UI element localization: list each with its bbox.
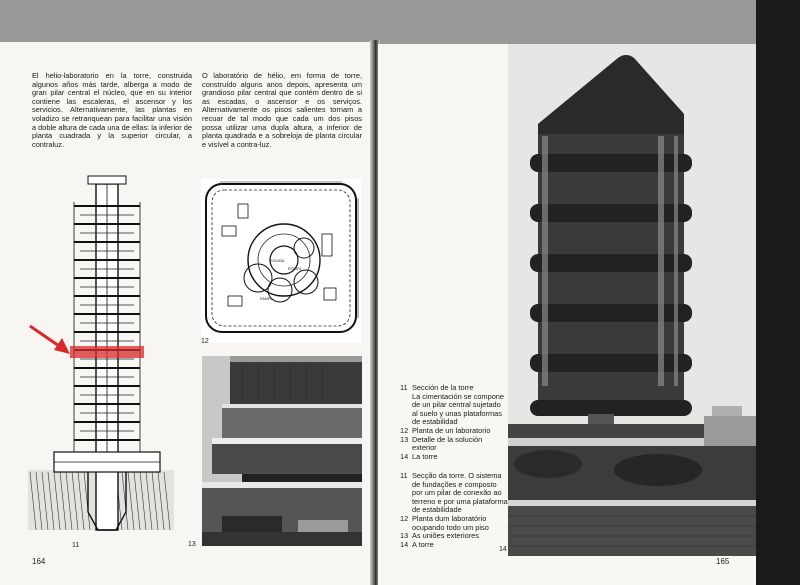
figure-number-14: 14 (499, 546, 507, 553)
red-arrow-icon (30, 326, 70, 354)
caption-item: 12 Planta de un laboratorio (400, 425, 491, 435)
page-number-left: 164 (32, 557, 46, 566)
laboratory-floor-plan (200, 178, 362, 344)
caption-item: 12 Planta dum laboratório ocupando todo um piso (400, 513, 489, 532)
paragraph-portuguese: O laboratório de hélio, em forma de torre, construído alguns anos depois, apresenta um grandioso pilar central que contém dentro de si as escadas, o ascensor e os serviços. Alternativamente os pisos salientes tornam a recuar de tal modo que cada um dos pisos possa utilizar uma dupla altura, a inferior de planta quadrada e a sobreloja de planta circular e visível a contra-luz. (202, 71, 362, 149)
figure-number-11: 11 (72, 542, 80, 549)
caption-item: 14 A torre (400, 539, 434, 549)
captions-spanish (400, 384, 508, 461)
paragraph-spanish: El helio-laboratorio en la torre, construida algunos años más tarde, alberga a modo de gran pilar central el núcleo, que en su interior contiene las escaleras, el ascensor y los servicios. Alternativamente, las plantas en voladizo se retranquean para facilitar una visión a doble altura de cada una de ellas: la inferior de planta cuadrada y la superior circular, a contraluz. (32, 71, 192, 149)
caption-item: 13 As uniões exteriores (400, 531, 479, 541)
figure-number-13: 13 (188, 541, 196, 548)
caption-item: 14 La torre (400, 451, 438, 461)
tower-photo (508, 44, 756, 556)
plan-label-3: ESCADA (270, 259, 285, 263)
plan-label-2: ESTUFA (288, 267, 302, 271)
caption-item: 11 Secção da torre. O sistema de fundações e composto por um pilar de conexão ao terreno e por uma plataforma de estabilidade (400, 471, 508, 515)
plan-label-1: RAMPA (260, 297, 273, 301)
page-number-right: 165 (716, 557, 730, 566)
caption-item: La cimentación se compone de un pilar central sujetado al suelo y unas plataformas de estabilidad (412, 391, 505, 427)
caption-item: 13 Detalle de la solución exterior (400, 434, 483, 453)
scan-edge (756, 0, 800, 585)
caption-item: 11 Sección de la torre (400, 383, 474, 392)
scan-background (0, 0, 756, 44)
exterior-detail-photo (202, 356, 362, 546)
figure-number-12: 12 (201, 338, 209, 345)
captions-portuguese (400, 472, 508, 549)
tower-section-drawing (28, 172, 174, 534)
highlighted-floor (70, 346, 144, 358)
